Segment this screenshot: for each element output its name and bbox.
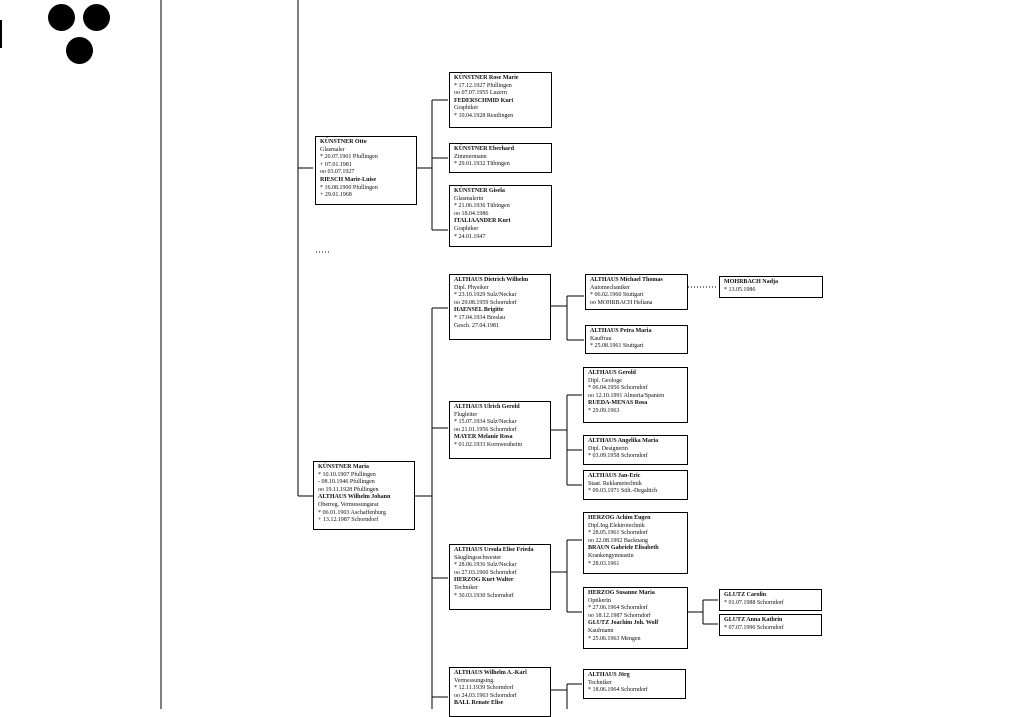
person-card (583, 435, 688, 465)
person-card-line: Gesch. 27.04.1981 (454, 322, 499, 329)
person-card-line: oo 29.08.1959 Schorndorf (454, 299, 517, 306)
person-card-line: Automechaniker (590, 284, 630, 291)
person-card-line: Krankengymnastin (588, 552, 634, 559)
person-card-line: Flugleiter (454, 411, 478, 418)
person-card-line: * 23.10.1929 Sulz/Neckar (454, 292, 517, 299)
person-card-line: HERZOG Susanne Maria (588, 590, 655, 596)
person-card-line: KÜNSTNER Gisela (454, 188, 505, 194)
person-card-line: BALL Renate Elise (454, 700, 504, 707)
person-card (449, 274, 551, 340)
person-card-line: MOHRBACH Nadja (724, 279, 778, 285)
person-card-line: oo 18.04.1986 (454, 210, 489, 217)
person-card-line: * 25.06.1963 Mengen (588, 635, 641, 642)
person-card-line: MAYER Melanie Rosa (454, 434, 513, 441)
person-card-line: oo 27.03.1960 Schorndorf (454, 569, 517, 576)
person-card (585, 274, 688, 310)
person-card-line: ALTHAUS Ulrich Gerold (454, 404, 520, 410)
person-card-line: ALTHAUS Dietrich Wilhelm (454, 277, 529, 283)
person-card-line: * 24.01.1947 (454, 233, 486, 240)
person-card (449, 544, 551, 610)
person-card-line: + 29.01.1968 (320, 192, 352, 199)
person-card (449, 143, 552, 173)
person-card-line: * 17.04.1934 Breslau (454, 314, 506, 321)
person-card-line: GLUTZ Carolin (724, 592, 767, 598)
person-card-line: Staat. Reklametechnik (588, 480, 642, 487)
person-card-line: oo 22.08.1992 Backnang (588, 537, 648, 544)
person-card (449, 185, 552, 247)
person-card-line: * 12.11.1939 Schorndorf (454, 685, 514, 692)
person-card (583, 512, 688, 574)
person-card-line: * 27.06.1964 Schorndorf (588, 605, 648, 612)
person-card-line: oo 07.07.1955 Luzern (454, 90, 507, 97)
person-card-line: Optikerin (588, 597, 611, 604)
person-card-line: KÜNSTNER Maria (318, 464, 369, 470)
person-card (583, 669, 686, 699)
person-card-line: * 07.07.1990 Schorndorf (724, 624, 784, 631)
person-card-line: * 28.06.1936 Sulz/Neckar (454, 562, 517, 569)
person-card-line: Glasmaler (320, 146, 345, 153)
person-card (583, 587, 688, 649)
person-card-line: * 03.09.1958 Schorndorf (588, 453, 648, 460)
person-card (315, 136, 417, 205)
person-card-line: KÜNSTNER Eberhard (454, 146, 514, 152)
person-card-line: Kaufmann (588, 627, 614, 634)
person-card-line: FEDERSCHMID Kurt (454, 97, 514, 104)
person-card (719, 276, 823, 298)
person-card-line: Techniker (454, 584, 478, 591)
person-card-line: GLUTZ Joachim Joh. Wolf (588, 620, 659, 627)
person-card-line: ALTHAUS Ursula Elise Frieda (454, 547, 534, 553)
person-card (313, 461, 415, 530)
person-card-line: Dipl. Physiker (454, 284, 489, 291)
person-card-line: * 06.04.1956 Schorndorf (588, 385, 648, 392)
person-card-line: * 15.07.1934 Sulz/Neckar (454, 419, 517, 426)
person-card-line: oo 12.10.1991 Almeria/Spanien (588, 392, 665, 399)
person-card-line: Techniker (588, 679, 612, 686)
person-card-line: * 06.02.1960 Stuttgart (590, 292, 644, 299)
person-card-line: Dipl.Ing.Elektrotechnik (588, 522, 645, 529)
person-card-line: * 29.01.1932 Tübingen (454, 161, 510, 168)
person-card-line: * 30.03.1930 Schorndorf (454, 592, 514, 599)
person-card-line: oo 03.07.1927 (320, 169, 355, 176)
person-card-line: Graphiker (454, 105, 479, 112)
person-card-line: ALTHAUS Gerold (588, 370, 636, 376)
person-card-line: oo 18.12.1987 Schorndorf (588, 612, 651, 619)
person-card-line: oo 21.01.1956 Schorndorf (454, 426, 517, 433)
person-card-line: * 09.03.1971 Sült.-Degaltich (588, 488, 658, 495)
person-card-line: RIESCH Marie-Luise (320, 176, 377, 183)
person-card-line: Kauffrau (590, 335, 612, 342)
person-card-line: * 29.09.1963 (588, 407, 620, 414)
person-card-line: * 28.05.1961 Schorndorf (588, 530, 648, 537)
person-card-line: ALTHAUS Wilhelm Johann (318, 494, 391, 501)
person-card-line: * 06.01.1903 Aschaffenburg (318, 509, 386, 516)
person-card-line: * 01.07.1988 Schorndorf (724, 599, 784, 606)
person-card-line: Zimmermann (454, 153, 487, 160)
person-card-line: ALTHAUS Michael Thomas (590, 277, 663, 283)
person-card-line: ALTHAUS Wilhelm A.-Karl (454, 670, 527, 676)
person-card-line: + 13.12.1987 Schorndorf (318, 517, 379, 524)
person-card-line: Säuglingsschwester (454, 554, 502, 561)
person-card-line: oo 24.03.1963 Schorndorf (454, 692, 517, 699)
person-card-line: KÜNSTNER Otto (320, 139, 367, 145)
person-card-line: ALTHAUS Jan-Eric (588, 473, 641, 479)
person-card-line: Vermessungsing. (454, 677, 495, 684)
person-card-line: Graphiker (454, 225, 479, 232)
person-card-line: ALTHAUS Jörg (588, 672, 630, 678)
person-card-line: + 07.01.1981 (320, 161, 352, 168)
person-card-line: ALTHAUS Petra Maria (590, 328, 652, 334)
person-card-line: * 20.07.1901 Pfullingen (320, 154, 378, 161)
person-card (449, 667, 551, 717)
person-card-line: Dipl. Designerin (588, 445, 628, 452)
person-card-line: * 28.03.1961 (588, 560, 620, 567)
person-card-line: ALTHAUS Angelika Maria (588, 438, 659, 444)
person-card (583, 470, 688, 500)
person-card-line: ITALIAANDER Kurt (454, 218, 511, 225)
person-card-line: GLUTZ Anna Kathrin (724, 617, 783, 623)
person-card-line: * 01.02.1933 Kornwestheim (454, 441, 523, 448)
person-card-line: oo 19.11.1928 Pfullingen (318, 486, 379, 493)
person-card-line: Glasmalerin (454, 195, 484, 202)
person-card (583, 367, 688, 423)
person-card-line: * 16.08.1900 Pfullingen (320, 184, 378, 191)
person-card-line: HAENSEL Brigitte (454, 307, 504, 314)
person-card (585, 325, 688, 354)
person-card-line: - 08.10.1946 Pfullingen (318, 479, 375, 486)
person-card-line: BRAUN Gabriele Elisabeth (588, 545, 659, 552)
person-card (719, 589, 822, 611)
person-card (449, 72, 552, 128)
person-card-line: Dipl. Geologe (588, 377, 622, 384)
person-card-line: * 18.06.1964 Schorndorf (588, 687, 648, 694)
person-card-line: oo MOHRBACH Heliana (590, 299, 653, 306)
person-card (719, 614, 822, 636)
person-card-line: RUEDA-MENAS Rosa (588, 400, 648, 407)
person-card-line: * 10.04.1928 Reutlingen (454, 112, 514, 119)
person-card-line: HERZOG Kurt Walter (454, 577, 514, 584)
person-card (449, 401, 551, 459)
person-card-line: * 17.12.1927 Pfullingen (454, 82, 512, 89)
person-card-line: KÜNSTNER Rose Marie (454, 75, 519, 81)
person-card-line: * 10.10.1907 Pfullingen (318, 471, 376, 478)
person-card-line: * 13.05.1986 (724, 286, 756, 293)
person-card-line: * 25.08.1961 Stuttgart (590, 343, 644, 350)
person-card-line: HERZOG Achim Eugen (588, 515, 651, 521)
person-card-line: * 21.06.1936 Tübingen (454, 203, 510, 210)
person-card-line: Oberreg. Vermessungsrat (318, 501, 379, 508)
